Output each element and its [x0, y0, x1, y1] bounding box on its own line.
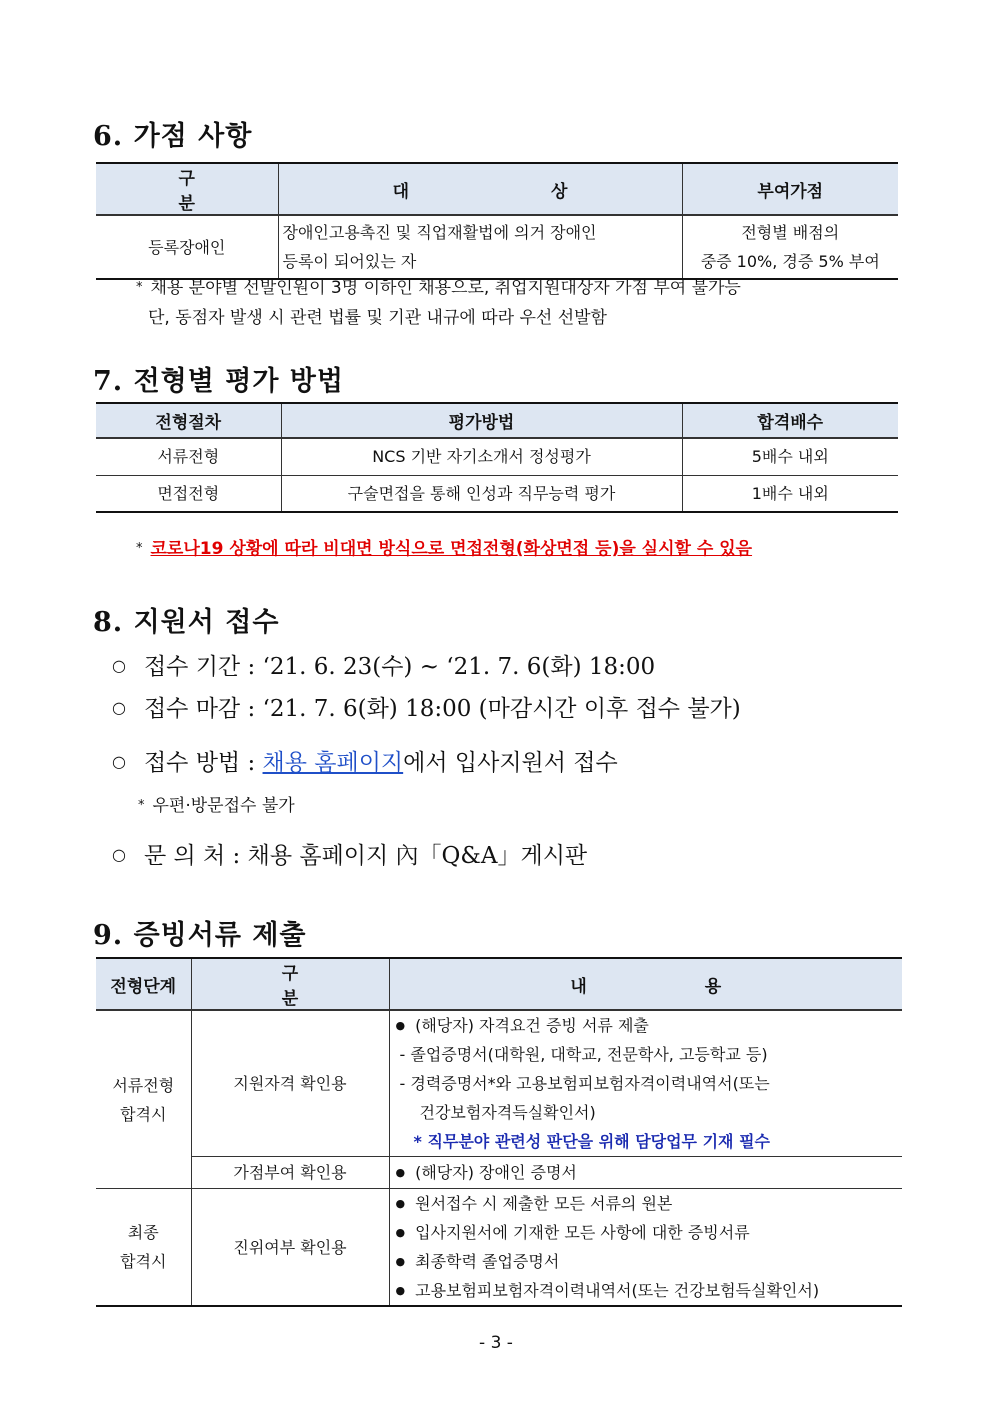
- cell-line: 중증 10%, 경증 5% 부여: [700, 252, 880, 271]
- table-header: 전형단계: [96, 958, 191, 1010]
- note-mark: *: [136, 280, 143, 295]
- table-header: 합격배수: [682, 403, 898, 438]
- cell-line: 전형별 배점의: [741, 223, 840, 242]
- table-cell: 진위여부 확인용: [191, 1189, 389, 1307]
- covid-interview-note: 코로나19 상황에 따라 비대면 방식으로 면접전형(화상면접 등)을 실시할 수 있음: [150, 539, 753, 559]
- table-cell: 등록장애인: [96, 215, 278, 279]
- table-header: 구 분: [96, 163, 278, 215]
- cell-line: 장애인고용촉진 및 직업재활법에 의거 장애인: [282, 223, 597, 242]
- cell-line: 합격시: [120, 1252, 167, 1271]
- table-cell: [389, 1189, 902, 1307]
- table-cell: 지원자격 확인용: [191, 1010, 389, 1157]
- table-cell: 구술면접을 통해 인성과 직무능력 평가: [281, 475, 682, 512]
- section-7-title: 7. 전형별 평가 방법: [93, 366, 344, 397]
- table-cell: [682, 215, 898, 279]
- list-item: [396, 1218, 903, 1247]
- section-7-note: [136, 534, 752, 564]
- note-line: 단, 동점자 발생 시 관련 법률 및 기관 내규에 따라 우선 선발함: [148, 308, 607, 328]
- method-suffix: 에서 입사지원서 접수: [403, 750, 618, 776]
- table-header: 구 분: [191, 958, 389, 1010]
- circle-bullet: ○: [112, 752, 126, 771]
- table-cell: 5배수 내외: [682, 438, 898, 475]
- application-period: [112, 648, 655, 681]
- documents-table: [96, 957, 902, 1307]
- section-9-title: 9. 증빙서류 제출: [93, 920, 307, 951]
- cell-line: 서류전형: [112, 1075, 175, 1095]
- section-8-title: 8. 지원서 접수: [93, 607, 280, 638]
- item-text: 고용보험피보험자격이력내역서(또는 건강보험득실확인서): [415, 1281, 820, 1300]
- bullet: ●: [395, 1284, 406, 1297]
- table-cell: 면접전형: [96, 475, 281, 512]
- deadline-text: 접수 마감 : ‘21. 7. 6(화) 18:00 (마감시간 이후 접수 불가): [143, 696, 741, 722]
- method-note-text: 우편·방문접수 불가: [152, 796, 295, 816]
- item-text: (해당자) 장애인 증명서: [415, 1163, 577, 1182]
- table-cell: [389, 1010, 902, 1157]
- table-cell: [96, 1010, 191, 1189]
- contact-text: 문 의 처 : 채용 홈페이지 內「Q&A」게시판: [143, 843, 588, 869]
- bullet: ●: [395, 1226, 406, 1239]
- bonus-points-table: [96, 162, 898, 280]
- cell-line: 최종: [127, 1223, 159, 1242]
- table-cell: 서류전형: [96, 438, 281, 475]
- list-item: 건강보험자격득실확인서): [419, 1103, 596, 1122]
- recruit-homepage-link[interactable]: 채용 홈페이지: [262, 750, 404, 776]
- bullet: ●: [395, 1197, 406, 1210]
- evaluation-table: [96, 402, 898, 513]
- method-note: [138, 791, 295, 821]
- table-header: 부여가점: [682, 163, 898, 215]
- bullet: ●: [395, 1019, 406, 1032]
- table-cell: [96, 1189, 191, 1307]
- list-item: - 경력증명서*와 고용보험피보험자격이력내역서(또는: [399, 1074, 770, 1093]
- table-cell: [278, 215, 682, 279]
- period-text: 접수 기간 : ‘21. 6. 23(수) ~ ‘21. 7. 6(화) 18:00: [143, 654, 656, 680]
- table-cell: 1배수 내외: [682, 475, 898, 512]
- section-6-title: 6. 가점 사항: [93, 121, 253, 152]
- bullet: ●: [395, 1166, 406, 1179]
- page-number: - 3 -: [479, 1333, 513, 1353]
- circle-bullet: ○: [112, 698, 126, 717]
- list-item: - 졸업증명서(대학원, 대학교, 전문학사, 고등학교 등): [399, 1045, 768, 1064]
- item-text: 입사지원서에 기재한 모든 사항에 대한 증빙서류: [415, 1223, 750, 1242]
- list-item: [396, 1247, 903, 1276]
- table-header: 내 용: [389, 958, 902, 1010]
- table-cell: NCS 기반 자기소개서 정성평가: [281, 438, 682, 475]
- circle-bullet: ○: [112, 845, 126, 864]
- table-cell: 가점부여 확인용: [191, 1157, 389, 1189]
- item-text: 원서접수 시 제출한 모든 서류의 원본: [415, 1194, 673, 1213]
- cell-line: 등록이 되어있는 자: [282, 252, 417, 271]
- list-item: [396, 1189, 903, 1218]
- note-mark: *: [138, 798, 145, 813]
- table-header: 평가방법: [281, 403, 682, 438]
- list-item: [396, 1276, 903, 1305]
- application-deadline: [112, 690, 741, 723]
- item-text: 최종학력 졸업증명서: [415, 1252, 560, 1271]
- section-6-note: [136, 273, 741, 333]
- list-item: [396, 1011, 903, 1040]
- table-header: 전형절차: [96, 403, 281, 438]
- duty-note: * 직무분야 관련성 판단을 위해 담당업무 기재 필수: [413, 1132, 770, 1151]
- contact-info: [112, 837, 587, 870]
- item-text: (해당자) 자격요건 증빙 서류 제출: [415, 1016, 649, 1035]
- note-mark: *: [136, 541, 143, 556]
- bullet: ●: [395, 1255, 406, 1268]
- method-prefix: 접수 방법 :: [143, 750, 263, 776]
- circle-bullet: ○: [112, 656, 126, 675]
- note-line: 채용 분야별 선발인원이 3명 이하인 채용으로, 취업지원대상자 가점 부여 불가능: [150, 278, 741, 298]
- cell-line: 합격시: [120, 1104, 167, 1124]
- table-header: 대 상: [278, 163, 682, 215]
- table-cell: [389, 1157, 902, 1189]
- application-method: [112, 744, 618, 777]
